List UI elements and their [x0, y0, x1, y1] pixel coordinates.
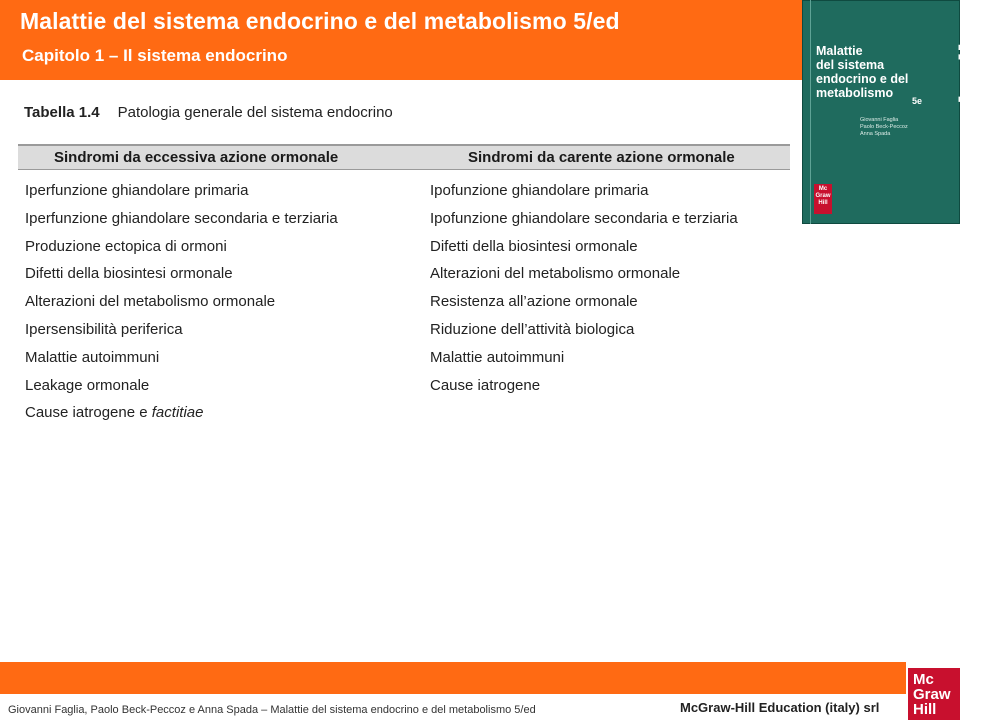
- cover-divider: [810, 0, 811, 224]
- footer-publisher: McGraw-Hill Education (italy) srl: [680, 700, 880, 715]
- table-caption-text: Patologia generale del sistema endocrino: [117, 104, 393, 121]
- cover-publisher-logo: Mc Graw Hill: [814, 184, 832, 214]
- footer-authors: Giovanni Faglia, Paolo Beck-Peccoz e Anna Spada – Malattie del sistema endocrino e del metabolismo 5/ed: [8, 704, 536, 716]
- column-deficit: [430, 177, 738, 399]
- list-item: Alterazioni del metabolismo ormonale: [430, 265, 681, 283]
- column-header-excess: Sindromi da eccessiva azione ormonale: [54, 149, 339, 166]
- list-item: Difetti della biosintesi ormonale: [25, 265, 233, 283]
- list-item: Ipofunzione ghiandolare secondaria e terziaria: [430, 209, 738, 227]
- book-cover: [802, 0, 995, 224]
- column-header-deficit: Sindromi da carente azione ormonale: [468, 149, 735, 166]
- list-item: Alterazioni del metabolismo ormonale: [25, 293, 276, 311]
- list-item: Resistenza all’azione ormonale: [430, 293, 638, 311]
- list-item: Iperfunzione ghiandolare primaria: [25, 182, 249, 199]
- table-caption: [24, 104, 393, 121]
- mcgraw-hill-logo: Mc Graw Hill: [908, 668, 960, 720]
- list-item: [25, 399, 338, 427]
- cover-edition: 5e: [912, 96, 923, 106]
- list-item: Leakage ormonale: [25, 376, 150, 394]
- list-item: Difetti della biosintesi ormonale: [430, 237, 638, 255]
- list-item-italic: factitiae: [151, 404, 204, 422]
- list-item: Ipersensibilità periferica: [25, 320, 183, 338]
- table-number: Tabella 1.4: [24, 104, 100, 121]
- list-item: Produzione ectopica di ormoni: [25, 237, 227, 255]
- cover-authors: Giovanni Faglia Paolo Beck-Peccoz Anna Spada: [860, 117, 908, 137]
- slide-title: Malattie del sistema endocrino e del metabolismo 5/ed: [20, 8, 620, 34]
- cover-title: Malattie del sistema endocrino e del metabolismo: [816, 44, 909, 100]
- table-header: [18, 144, 790, 170]
- list-item: Ipofunzione ghiandolare primaria: [430, 182, 649, 199]
- list-item: Iperfunzione ghiandolare secondaria e terziaria: [25, 209, 338, 227]
- cover-brand: [928, 6, 995, 222]
- column-excess: [25, 177, 338, 427]
- list-item-text: Cause iatrogene e: [25, 404, 152, 422]
- list-item: Malattie autoimmuni: [25, 348, 160, 366]
- list-item: Cause iatrogene: [430, 376, 541, 394]
- list-item: Malattie autoimmuni: [430, 348, 565, 366]
- slide-subtitle: Capitolo 1 – Il sistema endocrino: [22, 46, 288, 65]
- list-item: Riduzione dell’attività biologica: [430, 320, 635, 338]
- footer-band: [0, 662, 906, 694]
- cover-brand-text: manualedi: [953, 43, 995, 222]
